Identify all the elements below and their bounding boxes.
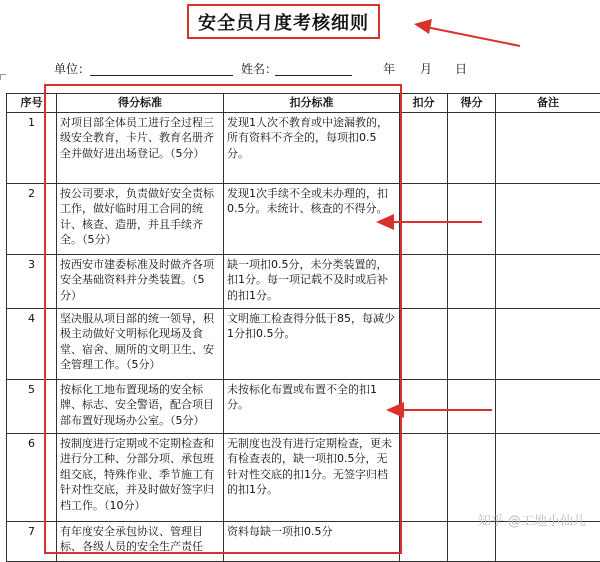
col-header-score: 得分 <box>448 94 496 113</box>
row2-arrow <box>374 210 484 234</box>
col-header-deduction: 扣分标准 <box>224 94 400 113</box>
table-row <box>7 183 600 254</box>
watermark: 知乎 @工地小仙儿 <box>478 510 586 529</box>
col-header-criteria: 得分标准 <box>57 94 224 113</box>
row-deduction: 发现1次手续不全或未办理的，扣0.5分。未统计、核查的不得分。 <box>224 183 400 254</box>
row-deduction: 未按标化布置或布置不全的扣1分。 <box>224 379 400 433</box>
document-title: 安全员月度考核细则 <box>198 9 369 35</box>
row-deduction: 缺一项扣0.5分，未分类装置的，扣1分。每一项记载不及时或后补的扣1分。 <box>224 254 400 308</box>
row-deduction: 发现1人次不教育或中途漏教的，所有资料不齐全的，每项扣0.5分。 <box>224 112 400 183</box>
row-remarks-cell[interactable] <box>496 308 600 379</box>
unit-field-line <box>90 75 233 76</box>
row-deduct-points-cell[interactable] <box>400 308 448 379</box>
title-arrow <box>412 16 522 48</box>
col-header-deduct-points: 扣分 <box>400 94 448 113</box>
row-number: 2 <box>7 183 57 254</box>
row-number: 4 <box>7 308 57 379</box>
row-remarks-cell[interactable] <box>496 379 600 433</box>
row-score-cell[interactable] <box>448 112 496 183</box>
row-number: 1 <box>7 112 57 183</box>
margin-corner-mark <box>0 74 6 80</box>
row-number: 6 <box>7 433 57 521</box>
table-row <box>7 379 600 433</box>
header-row <box>7 94 600 113</box>
col-header-remarks: 备注 <box>496 94 600 113</box>
table-row <box>7 308 600 379</box>
title-highlight-box <box>187 4 380 39</box>
row-number: 3 <box>7 254 57 308</box>
row5-arrow <box>384 398 494 422</box>
row-deduct-points-cell[interactable] <box>400 521 448 561</box>
row-number: 7 <box>7 521 57 561</box>
month-label: 月 <box>420 60 432 77</box>
row-score-cell[interactable] <box>448 308 496 379</box>
name-label: 姓名： <box>241 60 277 77</box>
row-remarks-cell[interactable] <box>496 183 600 254</box>
assessment-table <box>6 93 600 562</box>
header-meta <box>0 60 600 80</box>
row-score-cell[interactable] <box>448 254 496 308</box>
row-criteria: 按西安市建委标准及时做齐各项安全基础资料并分类装置。（5分） <box>57 254 224 308</box>
name-field-line <box>275 75 352 76</box>
day-label: 日 <box>455 60 467 77</box>
row-remarks-cell[interactable] <box>496 433 600 521</box>
row-score-cell[interactable] <box>448 433 496 521</box>
col-header-no: 序号 <box>7 94 57 113</box>
row-deduction: 资料每缺一项扣0.5分 <box>224 521 400 561</box>
row-deduct-points-cell[interactable] <box>400 112 448 183</box>
year-label: 年 <box>383 60 395 77</box>
table-row <box>7 433 600 521</box>
table-row <box>7 112 600 183</box>
row-criteria: 按标化工地布置现场的安全标牌、标志、安全警语，配合项目部布置好现场办公室。（5分） <box>57 379 224 433</box>
row-deduction: 无制度也没有进行定期检查，更未有检查表的，缺一项扣0.5分，无针对性交底的扣1分。无签字归档的扣1分。 <box>224 433 400 521</box>
table-row <box>7 254 600 308</box>
row-number: 5 <box>7 379 57 433</box>
row-criteria: 对项目部全体员工进行全过程三级安全教育，卡片、教育名册齐全并做好进出场登记。（5分） <box>57 112 224 183</box>
unit-label: 单位： <box>54 60 90 77</box>
row-deduction: 文明施工检查得分低于85，每减少1分扣0.5分。 <box>224 308 400 379</box>
row-criteria: 坚决服从项目部的统一领导，积极主动做好文明标化现场及食堂、宿舍、厕所的文明卫生、安全管理工作。（5分） <box>57 308 224 379</box>
row-criteria: 有年度安全承包协议、管理目标、各级人员的安全生产责任 <box>57 521 224 561</box>
row-remarks-cell[interactable] <box>496 112 600 183</box>
row-deduct-points-cell[interactable] <box>400 433 448 521</box>
row-deduct-points-cell[interactable] <box>400 254 448 308</box>
row-criteria: 按公司要求，负责做好安全责标工作，做好临时用工合同的统计、核查、造册，并且手续齐全。（5分） <box>57 183 224 254</box>
row-criteria: 按制度进行定期或不定期检查和进行分工种、分部分项、承包班组交底，特殊作业、季节施工有针对性交底，并及时做好签字归档工作。（10分） <box>57 433 224 521</box>
row-remarks-cell[interactable] <box>496 254 600 308</box>
